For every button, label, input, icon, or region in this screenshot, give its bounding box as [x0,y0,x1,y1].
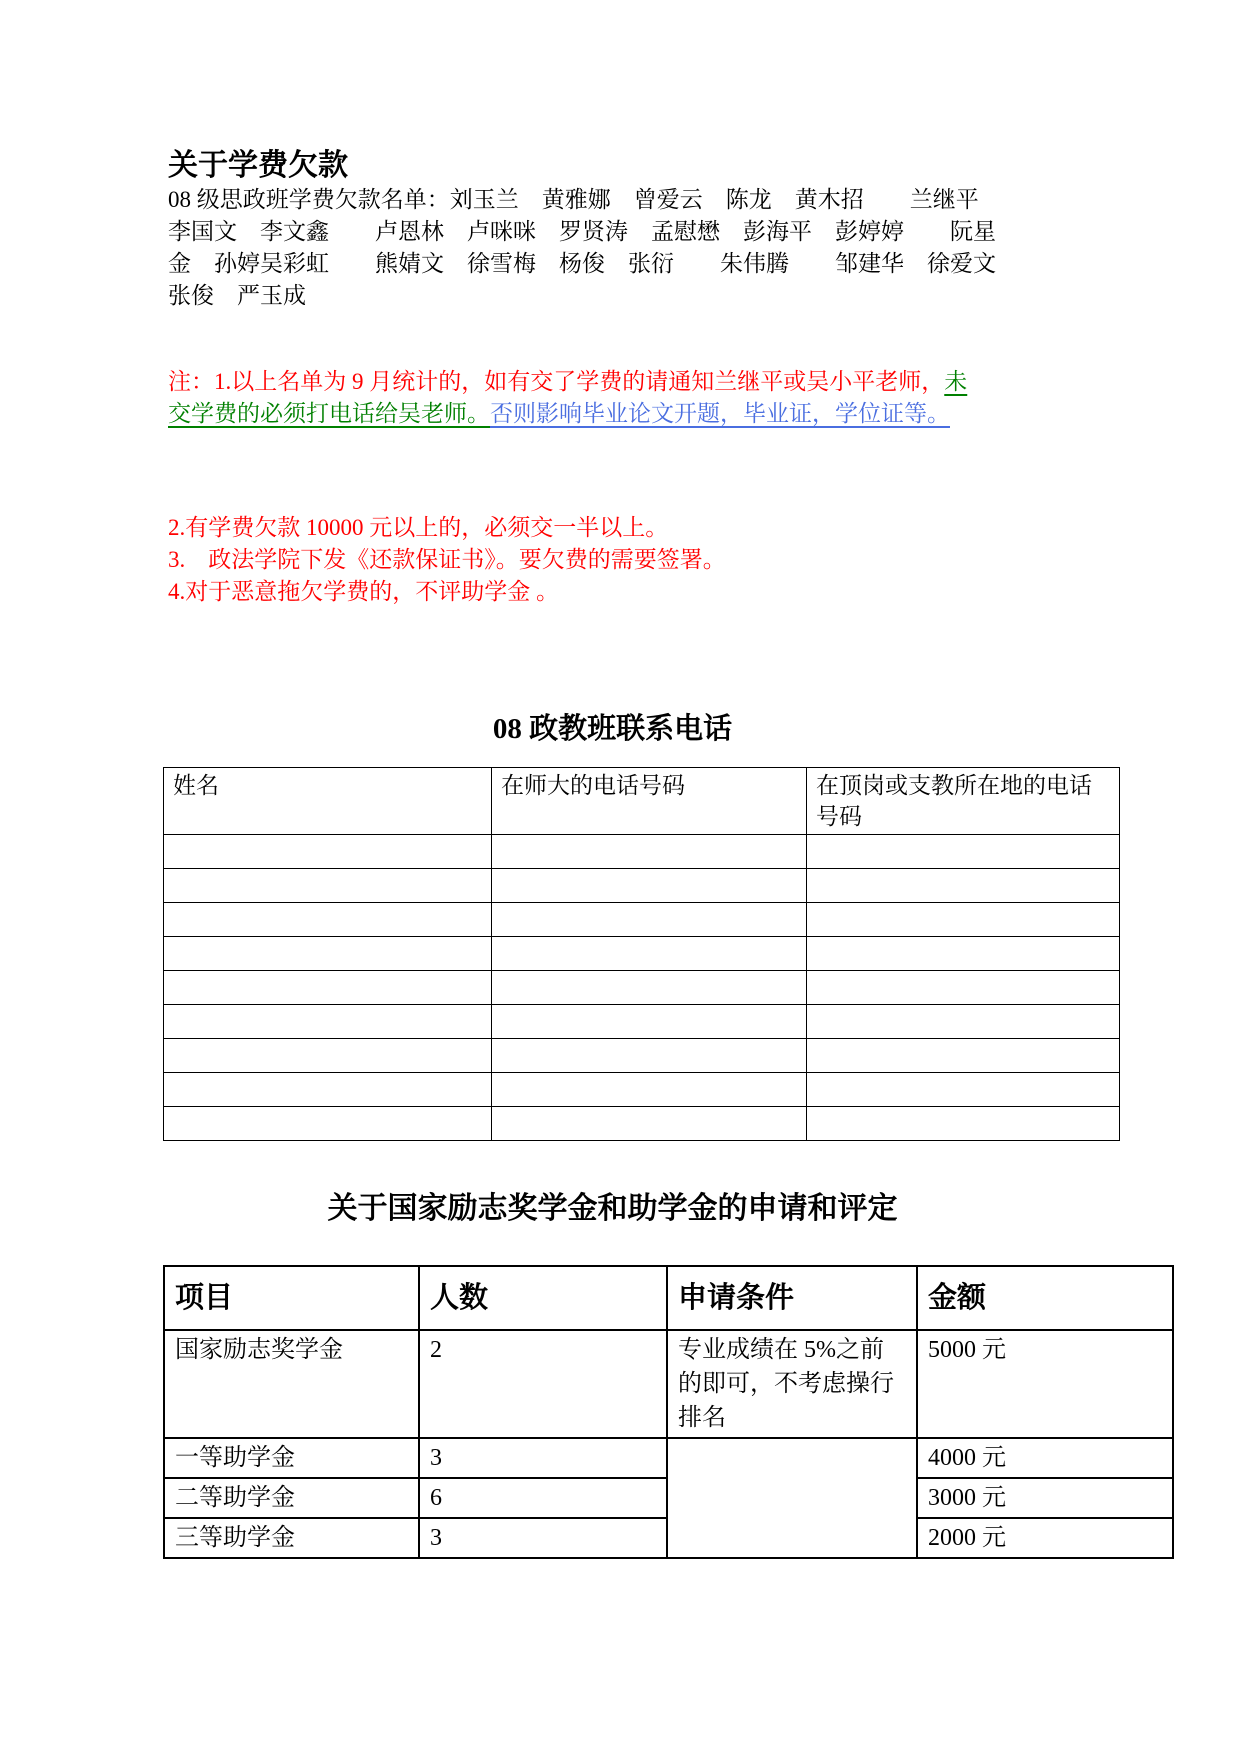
empty-cell [807,1005,1120,1039]
empty-cell [492,1073,807,1107]
empty-cell [164,1107,492,1141]
empty-cell [492,971,807,1005]
contact-table-empty-row [164,869,1120,903]
name-list-line: 金 孙婷吴彩虹 熊婧文 徐雪梅 杨俊 张衍 朱伟腾 邹建华 徐爱文 [168,251,996,276]
note-line-1 [168,366,1083,398]
cell-item: 国家励志奖学金 [164,1330,419,1438]
empty-cell [164,1073,492,1107]
empty-cell [164,835,492,869]
empty-cell [807,1073,1120,1107]
empty-cell [807,1039,1120,1073]
empty-cell [807,971,1120,1005]
empty-cell [164,1039,492,1073]
note-red-text: 注：1.以上名单为 9 月统计的，如有交了学费的请通知兰继平或吴小平老师， [168,369,945,394]
cell-amount: 3000 元 [917,1478,1173,1518]
contact-table-empty-row [164,1073,1120,1107]
header-cell-campus-phone: 在师大的电话号码 [492,768,807,835]
tuition-name-list [168,184,1076,312]
cell-count: 3 [419,1518,667,1558]
empty-cell [164,1005,492,1039]
header-cell-condition: 申请条件 [667,1266,917,1330]
contact-table-empty-row [164,1039,1120,1073]
empty-cell [164,903,492,937]
name-list-line: 李国文 李文鑫 卢恩林 卢咪咪 罗贤涛 孟慰懋 彭海平 彭婷婷 阮星 [168,219,996,244]
note-line-2 [168,398,1083,430]
cell-condition: 专业成绩在 5%之前的即可，不考虑操行排名 [667,1330,917,1438]
empty-cell [164,869,492,903]
contact-table-title: 08 政教班联系电话 [492,713,733,745]
scholarship-row [164,1438,1173,1478]
cell-count: 6 [419,1478,667,1518]
contact-table-header-row [164,768,1120,835]
cell-item: 三等助学金 [164,1518,419,1558]
rule-line: 2.有学费欠款 10000 元以上的，必须交一半以上。 [168,515,669,540]
header-cell-count: 人数 [419,1266,667,1330]
empty-cell [807,903,1120,937]
scholarship-table [163,1265,1174,1559]
contact-table-empty-row [164,1005,1120,1039]
empty-cell [807,1107,1120,1141]
contact-table-empty-row [164,835,1120,869]
empty-cell [164,937,492,971]
empty-cell [807,835,1120,869]
contact-table-empty-row [164,937,1120,971]
empty-cell [807,869,1120,903]
empty-cell [492,903,807,937]
cell-condition-merged [667,1438,917,1558]
note-blue-text: 否则影响毕业论文开题，毕业证，学位证等。 [490,401,950,426]
name-list-line: 08 级思政班学费欠款名单：刘玉兰 黄雅娜 曾爱云 陈龙 黄木招 兰继平 [168,187,979,212]
scholarship-title: 关于国家励志奖学金和助学金的申请和评定 [327,1192,898,1225]
header-cell-item: 项目 [164,1266,419,1330]
note-green-tail: 未 [944,369,968,394]
name-list-line: 张俊 严玉成 [168,283,306,308]
empty-cell [492,835,807,869]
note-block [168,366,1083,430]
cell-amount: 4000 元 [917,1438,1173,1478]
cell-count: 2 [419,1330,667,1438]
empty-cell [492,869,807,903]
cell-amount: 5000 元 [917,1330,1173,1438]
rule-line: 4.对于恶意拖欠学费的，不评助学金 。 [168,579,559,604]
header-cell-remote-phone: 在顶岗或支教所在地的电话号码 [807,768,1120,835]
contact-table [163,767,1120,1141]
empty-cell [492,1039,807,1073]
rule-line: 3. 政法学院下发《还款保证书》。要欠费的需要签署。 [168,547,726,572]
header-cell-amount: 金额 [917,1266,1173,1330]
contact-table-empty-row [164,971,1120,1005]
empty-cell [807,937,1120,971]
empty-cell [492,1005,807,1039]
tuition-rules [168,512,1083,608]
contact-table-empty-row [164,1107,1120,1141]
note-green-text: 交学费的必须打电话给吴老师。 [168,401,490,426]
scholarship-header-row [164,1266,1173,1330]
cell-item: 一等助学金 [164,1438,419,1478]
contact-table-empty-row [164,903,1120,937]
empty-cell [492,1107,807,1141]
scholarship-row [164,1330,1173,1438]
cell-item: 二等助学金 [164,1478,419,1518]
tuition-arrears-title: 关于学费欠款 [168,149,348,182]
header-cell-name: 姓名 [164,768,492,835]
contact-table-body [164,768,1120,1141]
cell-count: 3 [419,1438,667,1478]
cell-amount: 2000 元 [917,1518,1173,1558]
empty-cell [164,971,492,1005]
empty-cell [492,937,807,971]
